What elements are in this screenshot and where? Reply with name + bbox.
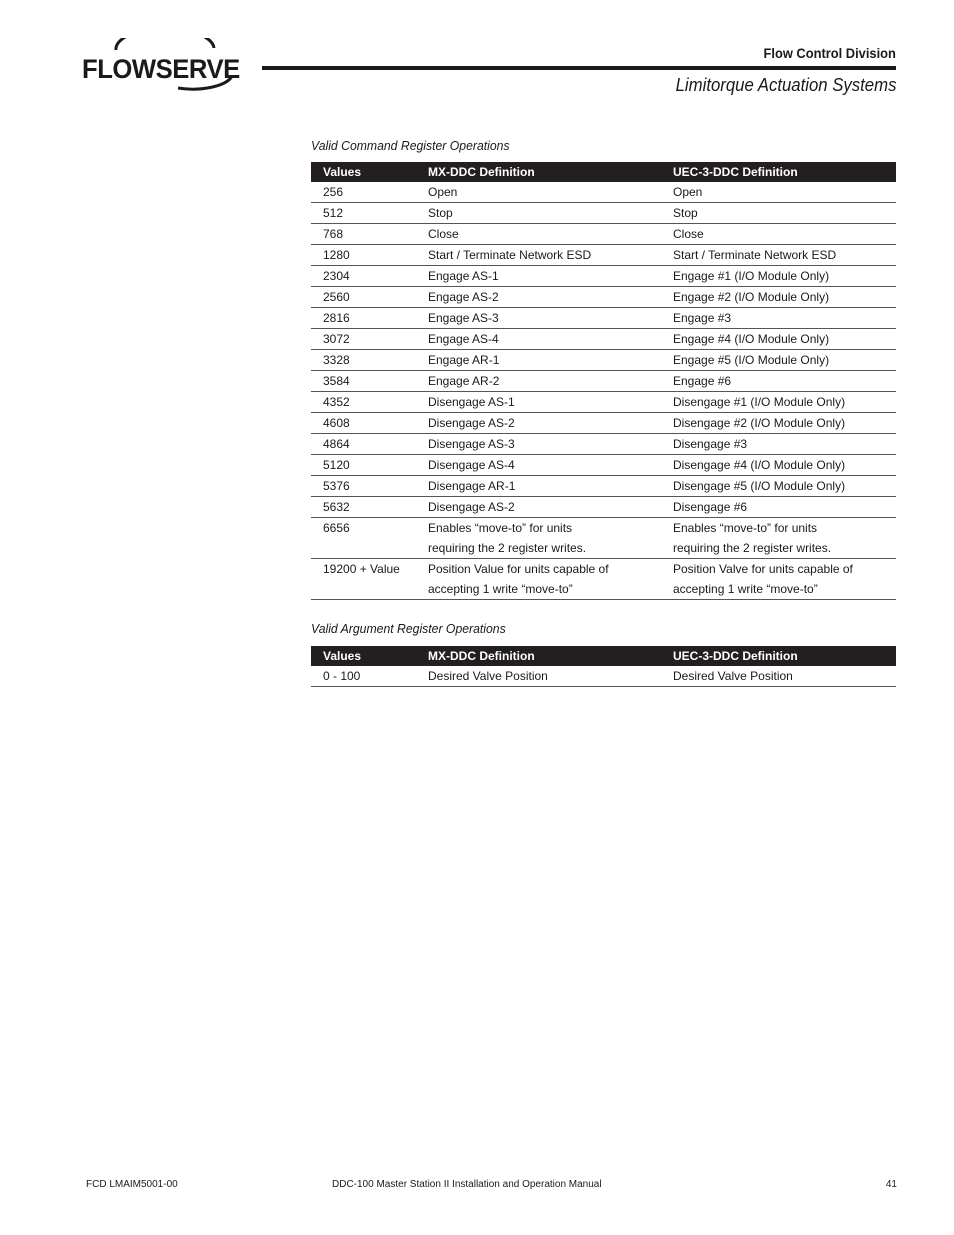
cell-value-text: 5376 bbox=[323, 479, 350, 493]
cell-mx-definition-text: Disengage AS-1 bbox=[428, 395, 515, 409]
cell-uec-definition-text: Enables “move-to” for units bbox=[673, 521, 818, 535]
argument-table-caption: Valid Argument Register Operations bbox=[311, 621, 506, 636]
column-header-uec: UEC-3-DDC Definition bbox=[661, 162, 896, 182]
cell-uec-definition bbox=[661, 182, 896, 203]
table-row bbox=[311, 666, 896, 687]
cell-value bbox=[311, 666, 416, 687]
cell-value bbox=[311, 245, 416, 266]
cell-uec-definition bbox=[661, 413, 896, 434]
cell-value bbox=[311, 329, 416, 350]
cell-uec-definition bbox=[661, 497, 896, 518]
table-row bbox=[311, 413, 896, 434]
command-table-caption: Valid Command Register Operations bbox=[311, 138, 510, 153]
header-rule bbox=[262, 66, 896, 70]
cell-uec-definition-text: Engage #2 (I/O Module Only) bbox=[673, 290, 830, 304]
cell-mx-definition-text: Enables “move-to” for units bbox=[428, 521, 573, 535]
cell-uec-definition-text: Disengage #6 bbox=[673, 500, 748, 514]
table-row bbox=[311, 245, 896, 266]
cell-uec-definition bbox=[661, 245, 896, 266]
cell-uec-definition-text: Engage #5 (I/O Module Only) bbox=[673, 353, 830, 367]
cell-value-text: 19200 + Value bbox=[323, 562, 400, 576]
cell-uec-definition bbox=[661, 287, 896, 308]
division-title: Flow Control Division bbox=[763, 45, 896, 61]
cell-mx-definition-text: Disengage AS-4 bbox=[428, 458, 515, 472]
logo-wordmark: FLOWSERVE bbox=[82, 54, 240, 84]
cell-value bbox=[311, 350, 416, 371]
cell-uec-definition bbox=[661, 224, 896, 245]
cell-value bbox=[311, 392, 416, 413]
cell-uec-definition-text-line2: accepting 1 write “move-to” bbox=[673, 582, 818, 596]
cell-mx-definition bbox=[416, 371, 661, 392]
cell-uec-definition bbox=[661, 350, 896, 371]
cell-value-text: 768 bbox=[323, 227, 344, 241]
cell-uec-definition-text: Disengage #3 bbox=[673, 437, 748, 451]
column-header-mx: MX-DDC Definition bbox=[416, 162, 661, 182]
cell-uec-definition bbox=[661, 455, 896, 476]
page-subtitle: Limitorque Actuation Systems bbox=[675, 75, 896, 95]
cell-mx-definition-text: Desired Valve Position bbox=[428, 669, 548, 683]
cell-uec-definition bbox=[661, 559, 896, 600]
cell-mx-definition-text: Position Value for units capable of bbox=[428, 562, 609, 576]
cell-value bbox=[311, 497, 416, 518]
cell-mx-definition bbox=[416, 476, 661, 497]
flowserve-logo bbox=[82, 38, 242, 100]
table-row bbox=[311, 434, 896, 455]
footer-doc-code: FCD LMAIM5001-00 bbox=[86, 1179, 178, 1190]
cell-uec-definition-text: Disengage #1 (I/O Module Only) bbox=[673, 395, 846, 409]
cell-value-text: 3072 bbox=[323, 332, 350, 346]
table-row bbox=[311, 497, 896, 518]
cell-mx-definition-text: Close bbox=[428, 227, 459, 241]
cell-value-text: 256 bbox=[323, 185, 344, 199]
table-row bbox=[311, 350, 896, 371]
table-row bbox=[311, 203, 896, 224]
cell-mx-definition bbox=[416, 455, 661, 476]
cell-uec-definition-text: Engage #4 (I/O Module Only) bbox=[673, 332, 830, 346]
cell-value-text: 5120 bbox=[323, 458, 350, 472]
cell-value bbox=[311, 266, 416, 287]
column-header-values: Values bbox=[311, 162, 416, 182]
cell-uec-definition bbox=[661, 666, 896, 687]
table-row bbox=[311, 455, 896, 476]
table-row bbox=[311, 182, 896, 203]
cell-value bbox=[311, 308, 416, 329]
cell-mx-definition-text-line2: accepting 1 write “move-to” bbox=[428, 582, 573, 596]
cell-mx-definition-text: Disengage AS-3 bbox=[428, 437, 515, 451]
cell-value-text: 2816 bbox=[323, 311, 350, 325]
cell-uec-definition bbox=[661, 329, 896, 350]
cell-uec-definition-text: Engage #3 bbox=[673, 311, 732, 325]
cell-mx-definition bbox=[416, 182, 661, 203]
cell-uec-definition-text: Stop bbox=[673, 206, 698, 220]
cell-mx-definition bbox=[416, 666, 661, 687]
table-row bbox=[311, 224, 896, 245]
cell-mx-definition-text: Engage AR-1 bbox=[428, 353, 500, 367]
table-row bbox=[311, 266, 896, 287]
cell-mx-definition bbox=[416, 329, 661, 350]
argument-register-table bbox=[311, 646, 896, 687]
cell-mx-definition bbox=[416, 203, 661, 224]
cell-value bbox=[311, 476, 416, 497]
cell-value bbox=[311, 287, 416, 308]
column-header-uec: UEC-3-DDC Definition bbox=[661, 646, 896, 666]
table-header-row bbox=[311, 646, 896, 666]
table-row bbox=[311, 329, 896, 350]
cell-value bbox=[311, 203, 416, 224]
cell-value bbox=[311, 413, 416, 434]
cell-mx-definition bbox=[416, 434, 661, 455]
cell-value bbox=[311, 434, 416, 455]
cell-uec-definition bbox=[661, 308, 896, 329]
cell-uec-definition-text: Disengage #2 (I/O Module Only) bbox=[673, 416, 846, 430]
cell-value-text: 2560 bbox=[323, 290, 350, 304]
cell-mx-definition bbox=[416, 350, 661, 371]
cell-mx-definition bbox=[416, 497, 661, 518]
cell-value bbox=[311, 224, 416, 245]
cell-value bbox=[311, 182, 416, 203]
cell-uec-definition bbox=[661, 476, 896, 497]
cell-uec-definition bbox=[661, 392, 896, 413]
cell-uec-definition-text: Position Valve for units capable of bbox=[673, 562, 853, 576]
cell-mx-definition bbox=[416, 287, 661, 308]
table-header-row bbox=[311, 162, 896, 182]
cell-value-text: 1280 bbox=[323, 248, 350, 262]
cell-value-text: 0 - 100 bbox=[323, 669, 361, 683]
table-row bbox=[311, 371, 896, 392]
cell-uec-definition bbox=[661, 203, 896, 224]
cell-value-text: 4864 bbox=[323, 437, 350, 451]
cell-mx-definition-text: Engage AS-1 bbox=[428, 269, 499, 283]
column-header-mx: MX-DDC Definition bbox=[416, 646, 661, 666]
cell-uec-definition-text: Desired Valve Position bbox=[673, 669, 793, 683]
cell-mx-definition-text: Engage AS-2 bbox=[428, 290, 499, 304]
cell-value-text: 2304 bbox=[323, 269, 350, 283]
table-row bbox=[311, 518, 896, 559]
cell-mx-definition-text: Disengage AS-2 bbox=[428, 500, 515, 514]
table-row bbox=[311, 559, 896, 600]
table-row bbox=[311, 308, 896, 329]
cell-uec-definition bbox=[661, 266, 896, 287]
cell-mx-definition bbox=[416, 224, 661, 245]
cell-value bbox=[311, 455, 416, 476]
cell-mx-definition-text: Engage AR-2 bbox=[428, 374, 500, 388]
cell-value bbox=[311, 518, 416, 559]
cell-uec-definition-text: Start / Terminate Network ESD bbox=[673, 248, 837, 262]
cell-mx-definition-text: Disengage AR-1 bbox=[428, 479, 516, 493]
cell-value-text: 3328 bbox=[323, 353, 350, 367]
cell-value-text: 512 bbox=[323, 206, 344, 220]
cell-mx-definition bbox=[416, 245, 661, 266]
cell-uec-definition bbox=[661, 434, 896, 455]
cell-value-text: 6656 bbox=[323, 521, 350, 535]
cell-value-text: 5632 bbox=[323, 500, 350, 514]
cell-mx-definition bbox=[416, 559, 661, 600]
cell-mx-definition bbox=[416, 308, 661, 329]
cell-uec-definition-text: Close bbox=[673, 227, 704, 241]
table-row bbox=[311, 476, 896, 497]
table-row bbox=[311, 392, 896, 413]
table-row bbox=[311, 287, 896, 308]
cell-uec-definition-text: Disengage #4 (I/O Module Only) bbox=[673, 458, 846, 472]
cell-mx-definition bbox=[416, 518, 661, 559]
cell-uec-definition-text: Disengage #5 (I/O Module Only) bbox=[673, 479, 846, 493]
footer-manual-title: DDC-100 Master Station II Installation and Operation Manual bbox=[332, 1179, 602, 1190]
cell-value bbox=[311, 559, 416, 600]
cell-uec-definition-text-line2: requiring the 2 register writes. bbox=[673, 541, 832, 555]
cell-value-text: 3584 bbox=[323, 374, 350, 388]
cell-mx-definition-text: Stop bbox=[428, 206, 453, 220]
command-register-table bbox=[311, 162, 896, 600]
cell-uec-definition-text: Engage #1 (I/O Module Only) bbox=[673, 269, 830, 283]
cell-mx-definition bbox=[416, 266, 661, 287]
cell-uec-definition bbox=[661, 518, 896, 559]
cell-mx-definition-text: Disengage AS-2 bbox=[428, 416, 515, 430]
footer-page-number: 41 bbox=[885, 1179, 897, 1190]
cell-mx-definition-text: Start / Terminate Network ESD bbox=[428, 248, 592, 262]
cell-value bbox=[311, 371, 416, 392]
cell-uec-definition-text: Engage #6 bbox=[673, 374, 732, 388]
cell-mx-definition-text: Engage AS-4 bbox=[428, 332, 499, 346]
cell-mx-definition-text: Engage AS-3 bbox=[428, 311, 499, 325]
cell-mx-definition bbox=[416, 413, 661, 434]
cell-mx-definition-text-line2: requiring the 2 register writes. bbox=[428, 541, 587, 555]
cell-uec-definition bbox=[661, 371, 896, 392]
column-header-values: Values bbox=[311, 646, 416, 666]
cell-value-text: 4608 bbox=[323, 416, 350, 430]
cell-value-text: 4352 bbox=[323, 395, 350, 409]
cell-mx-definition-text: Open bbox=[428, 185, 458, 199]
cell-uec-definition-text: Open bbox=[673, 185, 703, 199]
cell-mx-definition bbox=[416, 392, 661, 413]
